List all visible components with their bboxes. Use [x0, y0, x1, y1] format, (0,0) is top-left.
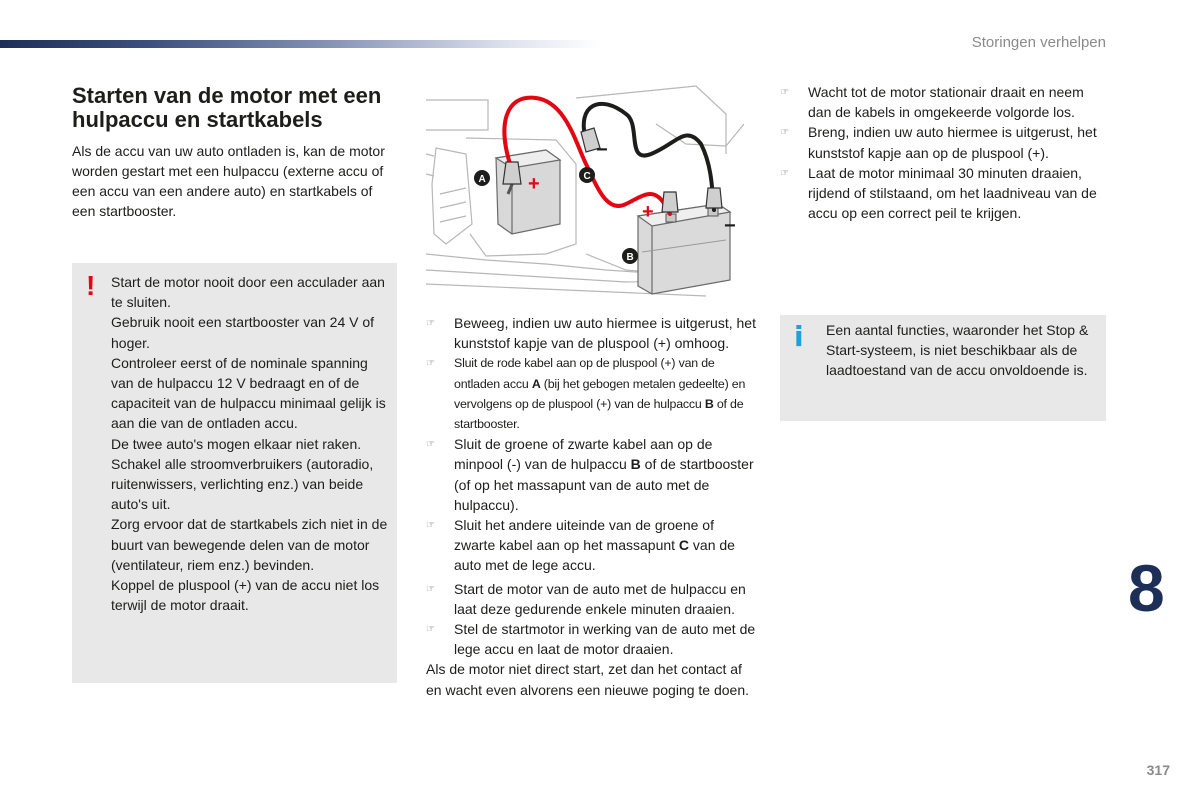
step-item — [780, 122, 1110, 162]
chapter-number: 8 — [1128, 551, 1165, 625]
warning-line: Controleer eerst of de nominale spanning van de hulpaccu 12 V bedraagt en of de capaciteit van de hulpaccu minimaal gelijk is aan die van de ontladen accu. — [111, 354, 386, 432]
step-item — [426, 353, 756, 434]
ref-b: B — [630, 456, 641, 473]
pointing-hand-icon: ☞ — [426, 358, 435, 370]
step-text: Stel de startmotor in werking van de auto met de lege accu en laat de motor draaien. — [454, 621, 756, 658]
minus-marker-b: − — [724, 215, 736, 237]
info-text: Een aantal functies, waaronder het Stop & Start-systeem, is niet beschikbaar als de laadtoestand van de accu onvoldoende is. — [826, 322, 1089, 379]
step-text: Laat de motor minimaal 30 minuten draaien, rijdend of stilstaand, om het laadniveau van de accu op een correct peil te krijgen. — [808, 164, 1097, 222]
pointing-hand-icon: ☞ — [780, 127, 789, 139]
plus-marker-b: + — [642, 201, 654, 223]
steps-right-column — [780, 82, 1110, 223]
warning-icon: ! — [86, 270, 96, 301]
ref-c: C — [678, 537, 690, 554]
step-text: Sluit de groene of zwarte kabel aan op de minpool (-) van de hulpaccu B of de startbooster (of op het massapunt van de auto met de hulpaccu). — [454, 436, 754, 513]
step-text: Breng, indien uw auto hiermee is uitgerust, het kunststof kapje aan op de pluspool (+). — [808, 124, 1097, 161]
warning-line: De twee auto's mogen elkaar niet raken. — [111, 435, 362, 452]
page-title: Starten van de motor met een hulpaccu en startkabels — [72, 83, 382, 132]
step-text: Beweeg, indien uw auto hiermee is uitgerust, het kunststof kapje van de pluspool (+) omhoog. — [454, 315, 756, 352]
step-item — [426, 515, 756, 576]
steps-middle-column — [426, 313, 756, 700]
step-text: Wacht tot de motor stationair draait en neem dan de kabels in omgekeerde volgorde los. — [808, 84, 1084, 121]
warning-lines — [111, 272, 391, 615]
step-item — [780, 82, 1110, 122]
header-gradient-bar — [0, 40, 600, 48]
plus-marker-a: + — [528, 173, 540, 195]
info-box — [780, 315, 1106, 421]
section-title: Storingen verhelpen — [971, 34, 1106, 51]
pointing-hand-icon: ☞ — [426, 583, 435, 595]
warning-line: Koppel de pluspool (+) van de accu niet los terwijl de motor draait. — [111, 577, 380, 614]
step-text: Start de motor van de auto met de hulpaccu en laat deze gedurende enkele minuten draaien. — [454, 580, 746, 617]
pointing-hand-icon: ☞ — [426, 439, 435, 451]
pointing-hand-icon: ☞ — [780, 167, 789, 179]
label-b: B — [626, 252, 634, 263]
label-c: C — [583, 171, 591, 182]
page-number: 317 — [1146, 762, 1170, 778]
warning-line: Zorg ervoor dat de startkabels zich niet in de buurt van bewegende delen van de motor (ventilateur, riem enz.) bevinden. — [111, 516, 388, 573]
step-item — [426, 579, 756, 619]
warning-box — [72, 263, 397, 683]
step-item — [426, 434, 756, 515]
ref-a: A — [531, 376, 541, 391]
step-text: Sluit het andere uiteinde van de groene of zwarte kabel aan op het massapunt C van de auto met de lege accu. — [454, 517, 735, 574]
warning-line: Gebruik nooit een startbooster van 24 V of hoger. — [111, 314, 375, 351]
step-item — [426, 619, 756, 659]
info-icon: i — [794, 320, 804, 353]
minus-marker-a: − — [596, 139, 608, 161]
warning-line: Start de motor nooit door een acculader aan te sluiten. — [111, 274, 385, 311]
step-item — [426, 313, 756, 353]
pointing-hand-icon: ☞ — [780, 87, 789, 98]
jump-start-diagram — [426, 84, 744, 306]
warning-line: Schakel alle stroomverbruikers (autoradio, ruitenwissers, verlichting enz.) van beide auto's uit. — [111, 455, 374, 513]
step-item — [780, 163, 1110, 224]
retry-note: Als de motor niet direct start, zet dan het contact af en wacht even alvorens een nieuwe poging te doen. — [426, 661, 750, 698]
pointing-hand-icon: ☞ — [426, 318, 435, 329]
ref-b: B — [704, 396, 714, 411]
intro-paragraph: Als de accu van uw auto ontladen is, kan de motor worden gestart met een hulpaccu (externe accu of een accu van een andere auto) en startkabels of een startbooster. — [72, 143, 385, 219]
pointing-hand-icon: ☞ — [426, 624, 435, 636]
step-text: Sluit de rode kabel aan op de pluspool (+) van de ontladen accu A (bij het gebogen metalen gedeelte) en vervolgens op de pluspool (+) van de hulpaccu B of de startbooster. — [454, 356, 746, 432]
pointing-hand-icon: ☞ — [426, 520, 435, 532]
label-a: A — [478, 174, 486, 185]
